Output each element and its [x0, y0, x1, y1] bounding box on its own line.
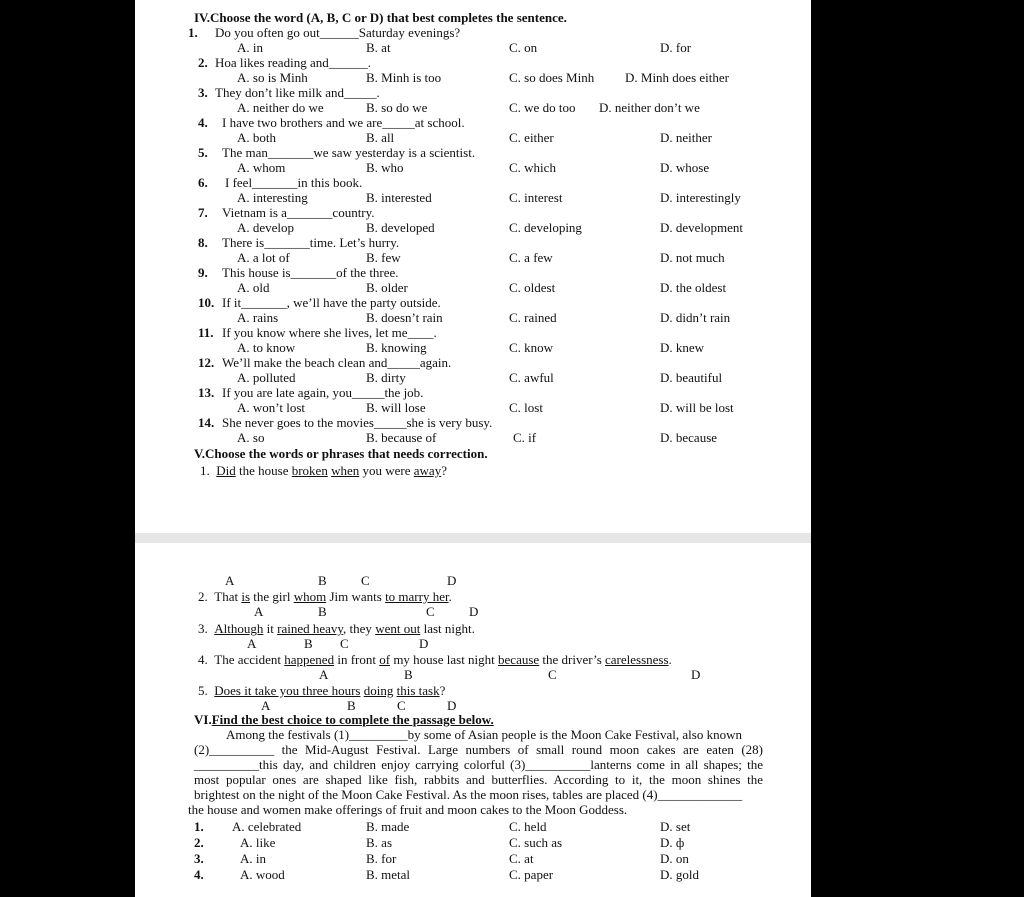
option-b-word: whom — [293, 589, 327, 604]
option-b: B. for — [366, 851, 397, 866]
option-b: B. at — [366, 40, 391, 55]
sentence-text: the driver’s — [539, 652, 605, 667]
option-d: D. ф — [660, 835, 685, 850]
letter-d: D — [447, 573, 457, 588]
question-number: 4. — [198, 652, 208, 667]
option-d: D. didn’t rain — [660, 310, 731, 325]
section-title-text: Find the best choice to complete the passage below. — [211, 712, 494, 727]
option-c: C. rained — [509, 310, 557, 325]
question-number: 3. — [198, 621, 208, 636]
question-number: 10. — [198, 295, 215, 310]
option-c: C. developing — [509, 220, 582, 235]
option-b: B. few — [366, 250, 401, 265]
worksheet-page-1 — [135, 0, 811, 533]
option-b: B. because of — [366, 430, 437, 445]
sentence-text: my house last night — [390, 652, 499, 667]
option-b: B. as — [366, 835, 392, 850]
sentence-text: . — [668, 652, 672, 667]
question-number: 11. — [198, 325, 214, 340]
option-d: D. neither — [660, 130, 712, 145]
option-a: A. in — [240, 851, 266, 866]
letter-d: D — [691, 667, 701, 682]
option-c: C. if — [513, 430, 537, 445]
option-a: A. a lot of — [237, 250, 290, 265]
option-c-word: to marry her — [385, 589, 449, 604]
option-b: B. made — [366, 819, 410, 834]
option-a: A. in — [237, 40, 263, 55]
question-number: 1. — [200, 463, 210, 478]
option-b: B. who — [366, 160, 404, 175]
page-gap — [135, 533, 811, 543]
correction-question-1 — [200, 464, 447, 478]
question-stem: I feel_______in this book. — [225, 175, 363, 190]
letter-c: C — [340, 636, 349, 651]
option-d: D. development — [660, 220, 744, 235]
option-d-word: carelessness — [605, 652, 669, 667]
option-b-word: of — [379, 652, 391, 667]
option-b: B. metal — [366, 867, 411, 882]
question-number: 2. — [198, 589, 208, 604]
option-b: B. dirty — [366, 370, 406, 385]
sentence-text: Jim wants — [326, 589, 386, 604]
question-number: 13. — [198, 385, 215, 400]
question-number: 3. — [198, 85, 208, 100]
option-c: C. oldest — [509, 280, 556, 295]
question-stem: If you are late again, you_____the job. — [222, 385, 424, 400]
sentence-text: That — [214, 589, 242, 604]
letter-b: B — [318, 604, 327, 619]
option-d: D. Minh does either — [625, 70, 729, 85]
question-number: 5. — [198, 145, 208, 160]
option-a: A. rains — [237, 310, 279, 325]
option-a: A. to know — [237, 340, 296, 355]
sentence-text: it — [263, 621, 278, 636]
option-a: A. wood — [240, 867, 285, 882]
option-b: B. so do we — [366, 100, 428, 115]
option-b: B. interested — [366, 190, 432, 205]
letter-a: A — [225, 573, 235, 588]
sentence-text: . — [448, 589, 452, 604]
question-number: 2. — [194, 835, 204, 850]
letter-d: D — [447, 698, 457, 713]
question-number: 7. — [198, 205, 208, 220]
question-number: 4. — [194, 867, 204, 882]
question-number: 3. — [194, 851, 204, 866]
option-d: D. whose — [660, 160, 710, 175]
question-number: 12. — [198, 355, 215, 370]
letter-d: D — [419, 636, 429, 651]
option-a: A. neither do we — [237, 100, 324, 115]
option-c: C. which — [509, 160, 556, 175]
question-stem: Do you often go out______Saturday evenings? — [215, 25, 461, 40]
option-b: B. knowing — [366, 340, 427, 355]
letter-a: A — [261, 698, 271, 713]
option-b-word: broken — [291, 463, 328, 478]
option-c: C. awful — [509, 370, 554, 385]
passage-line-5: brightest on the night of the Moon Cake Festival. As the moon rises, tables are placed (4)_____________ — [194, 787, 743, 802]
option-a: A. interesting — [237, 190, 308, 205]
option-d: D. will be lost — [660, 400, 734, 415]
section-6-title — [194, 713, 494, 727]
option-a: A. develop — [237, 220, 295, 235]
passage-line-6: the house and women make offerings of fruit and moon cakes to the Moon Goddess. — [188, 802, 628, 817]
question-stem: This house is_______of the three. — [222, 265, 399, 280]
option-c-word: when — [331, 463, 360, 478]
option-d-word: this task — [396, 683, 440, 698]
option-b: B. older — [366, 280, 408, 295]
letter-b: B — [318, 573, 327, 588]
option-d: D. neither don’t we — [599, 100, 700, 115]
option-d: D. interestingly — [660, 190, 741, 205]
letter-d: D — [469, 604, 479, 619]
option-d: D. set — [660, 819, 691, 834]
question-number: 8. — [198, 235, 208, 250]
option-d: D. because — [660, 430, 718, 445]
option-c: C. on — [509, 40, 538, 55]
option-c: C. paper — [509, 867, 554, 882]
sentence-text: in front — [334, 652, 380, 667]
question-number: 5. — [198, 683, 208, 698]
question-stem: I have two brothers and we are_____at school. — [222, 115, 465, 130]
option-b: B. doesn’t rain — [366, 310, 443, 325]
sentence-text: the girl — [250, 589, 294, 604]
sentence-text: ? — [441, 463, 447, 478]
question-number: 6. — [198, 175, 208, 190]
option-d: D. not much — [660, 250, 725, 265]
correction-question-4 — [198, 653, 672, 667]
question-stem: If you know where she lives, let me____. — [222, 325, 437, 340]
option-c: C. such as — [509, 835, 563, 850]
option-d: D. beautiful — [660, 370, 723, 385]
option-a-word: Does it take you three hours — [214, 683, 361, 698]
question-stem: Hoa likes reading and______. — [215, 55, 371, 70]
letter-c: C — [548, 667, 557, 682]
option-bc-word: rained heavy — [277, 621, 344, 636]
question-stem: There is_______time. Let’s hurry. — [222, 235, 400, 250]
option-b: B. all — [366, 130, 395, 145]
sentence-text: The accident — [214, 652, 285, 667]
passage-line-2: (2)__________ the Mid-August Festival. Large numbers of small round moon cakes are eaten (28) — [194, 742, 763, 757]
passage-line-4: most popular ones are shaped like fish, rabbits and butterflies. According to it, the moon shines the — [194, 772, 763, 787]
question-number: 1. — [194, 819, 204, 834]
sentence-text: , they — [343, 621, 376, 636]
section-5-title: V.Choose the words or phrases that needs correction. — [194, 446, 488, 461]
option-d: D. the oldest — [660, 280, 727, 295]
option-b: B. Minh is too — [366, 70, 442, 85]
letter-a: A — [254, 604, 264, 619]
question-number: 4. — [198, 115, 208, 130]
option-a: A. both — [237, 130, 276, 145]
option-a: A. so — [237, 430, 265, 445]
question-number: 1. — [188, 25, 198, 40]
option-a: A. whom — [237, 160, 286, 175]
question-number: 2. — [198, 55, 208, 70]
worksheet-page-2 — [135, 543, 811, 897]
option-c: C. held — [509, 819, 547, 834]
option-d: D. gold — [660, 867, 699, 882]
sentence-text: ? — [439, 683, 446, 698]
option-a: A. polluted — [237, 370, 296, 385]
option-a-word: Did — [216, 463, 236, 478]
sentence-text: the house — [235, 463, 292, 478]
question-stem: We’ll make the beach clean and_____again. — [222, 355, 452, 370]
correction-question-2 — [198, 590, 452, 604]
option-a-word: is — [241, 589, 250, 604]
letter-a: A — [247, 636, 257, 651]
option-b: B. developed — [366, 220, 435, 235]
passage-line-1: Among the festivals (1)_________by some of Asian people is the Moon Cake Festival, also known — [226, 727, 742, 742]
correction-question-5 — [198, 684, 445, 698]
question-stem: If it_______, we’ll have the party outside. — [222, 295, 441, 310]
passage-line-3: __________this day, and children enjoy carrying colorful (3)__________lanterns come in all shapes; the — [194, 757, 763, 772]
sentence-text: you were — [359, 463, 414, 478]
option-b: B. will lose — [366, 400, 426, 415]
option-c-word: because — [498, 652, 540, 667]
question-stem: The man_______we saw yesterday is a scientist. — [222, 145, 476, 160]
letter-c: C — [397, 698, 406, 713]
option-c: C. at — [509, 851, 534, 866]
letter-c: C — [361, 573, 370, 588]
option-a-word: happened — [284, 652, 335, 667]
question-stem: Vietnam is a_______country. — [222, 205, 375, 220]
question-stem: She never goes to the movies_____she is very busy. — [222, 415, 493, 430]
option-d-word: went out — [375, 621, 421, 636]
option-d: D. on — [660, 851, 689, 866]
option-c-word: doing — [363, 683, 394, 698]
option-c: C. we do too — [509, 100, 576, 115]
option-a: A. won’t lost — [237, 400, 306, 415]
option-d: D. for — [660, 40, 692, 55]
option-d: D. knew — [660, 340, 705, 355]
option-c: C. know — [509, 340, 554, 355]
question-stem: They don’t like milk and_____. — [215, 85, 380, 100]
option-a: A. so is Minh — [237, 70, 308, 85]
question-number: 14. — [198, 415, 215, 430]
letter-b: B — [347, 698, 356, 713]
letter-b: B — [304, 636, 313, 651]
option-c: C. so does Minh — [509, 70, 595, 85]
option-d-word: away — [413, 463, 442, 478]
option-a: A. celebrated — [232, 819, 302, 834]
correction-question-3 — [198, 622, 475, 636]
letter-b: B — [404, 667, 413, 682]
option-c: C. lost — [509, 400, 543, 415]
section-number: VI. — [194, 712, 212, 727]
letter-a: A — [319, 667, 329, 682]
question-number: 9. — [198, 265, 208, 280]
option-c: C. interest — [509, 190, 563, 205]
option-c: C. a few — [509, 250, 553, 265]
section-4-title: IV.Choose the word (A, B, C or D) that best completes the sentence. — [194, 10, 567, 25]
letter-c: C — [426, 604, 435, 619]
sentence-text: last night. — [420, 621, 475, 636]
option-a-word: Although — [214, 621, 264, 636]
option-a: A. like — [240, 835, 276, 850]
option-c: C. either — [509, 130, 554, 145]
option-a: A. old — [237, 280, 270, 295]
